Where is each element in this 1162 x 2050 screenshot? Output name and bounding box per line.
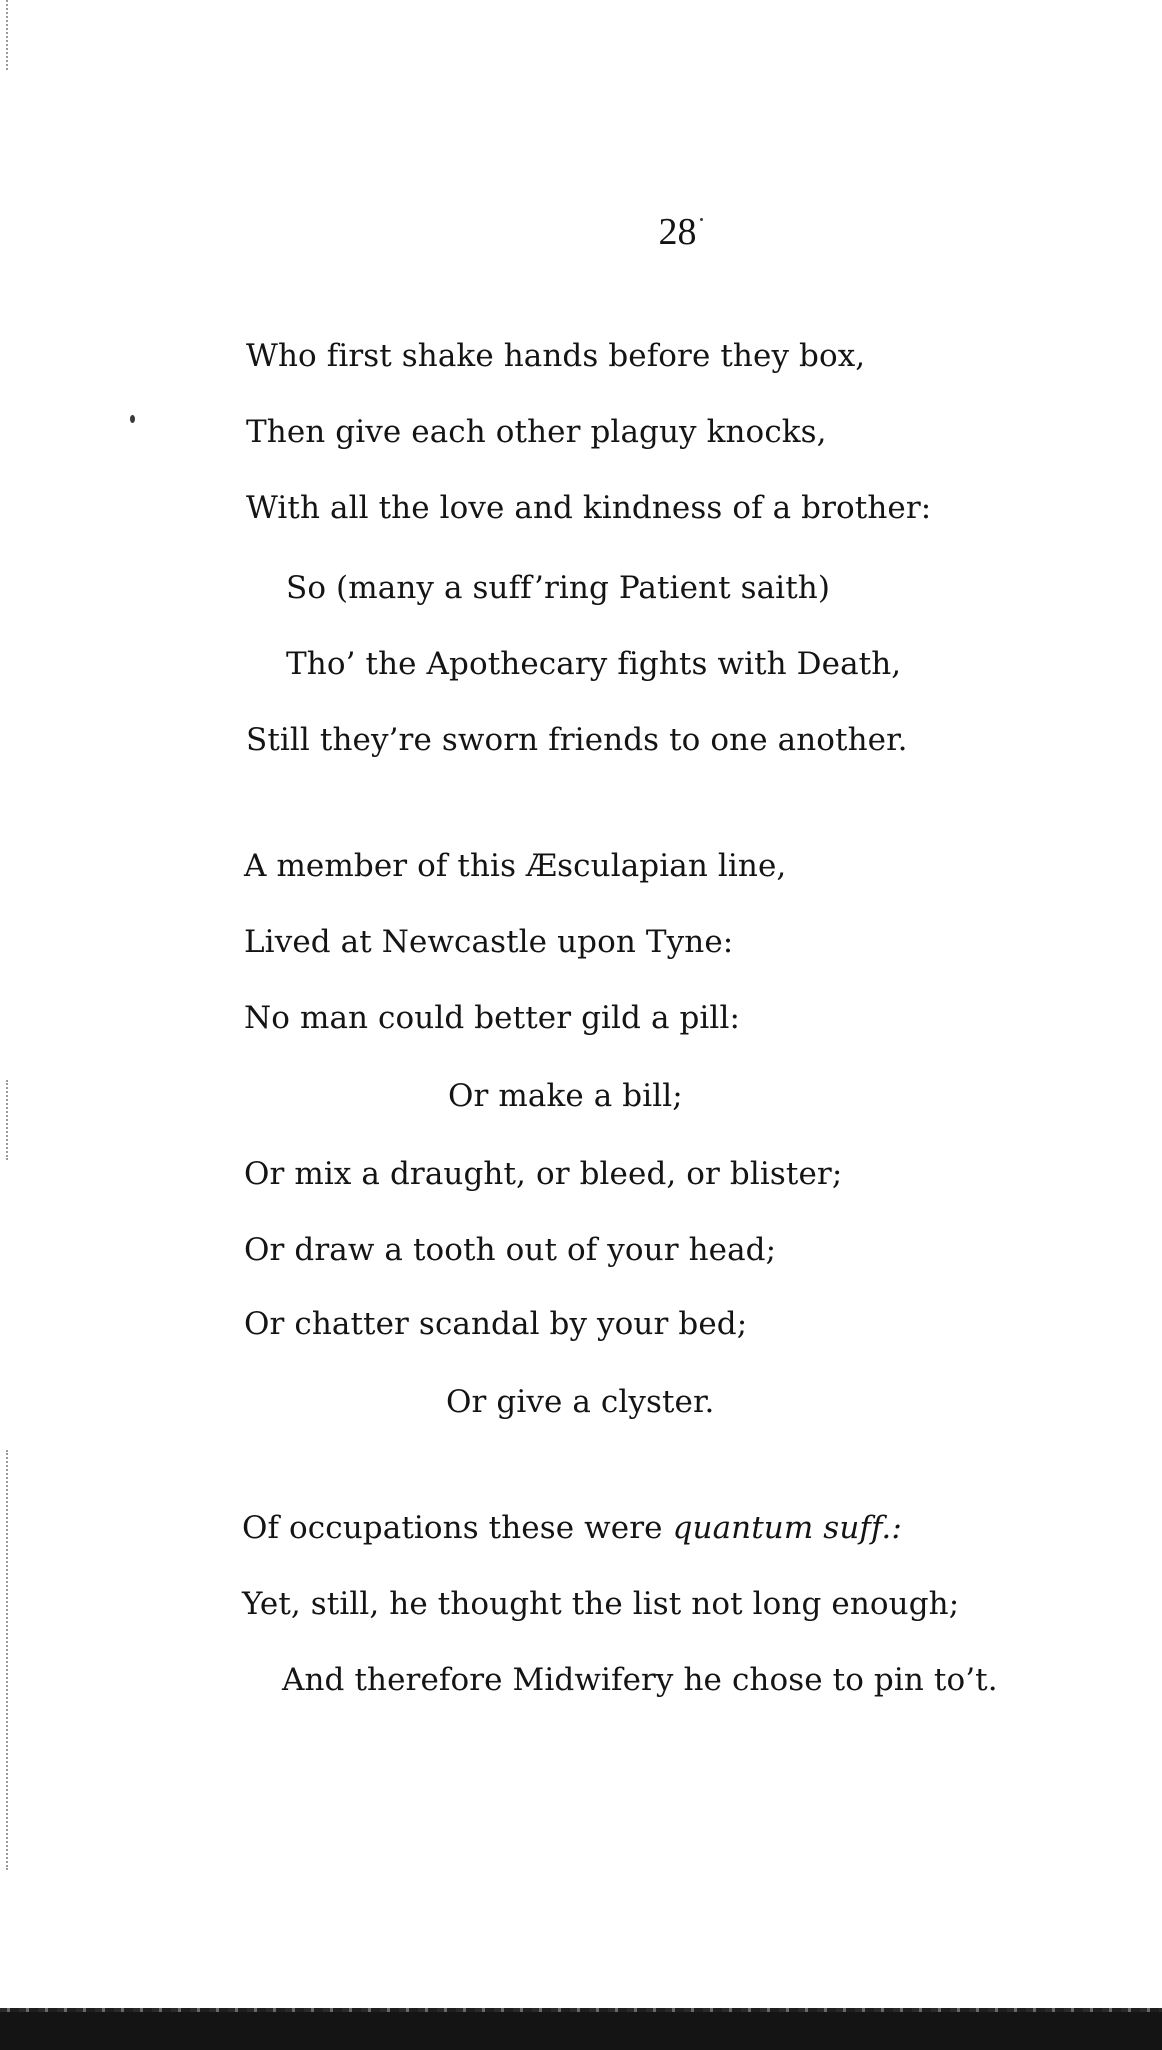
verse-line: With all the love and kindness of a brother: [246,490,932,526]
verse-line: Or chatter scandal by your bed; [244,1306,748,1342]
verse-line: A member of this Æsculapian line, [244,848,787,884]
verse-line-centered: Or give a clyster. [446,1384,715,1420]
verse-line-indented: And therefore Midwifery he chose to pin to’t. [282,1662,998,1698]
verse-line: Yet, still, he thought the list not long enough; [242,1586,960,1622]
verse-line: Then give each other plaguy knocks, [246,414,827,450]
page-edge-marks-middle [6,1080,11,1160]
scan-border [0,2012,1162,2050]
verse-line [242,1506,902,1550]
latin-phrase: quantum suff.: [672,1510,902,1546]
verse-line-centered: Or make a bill; [448,1078,683,1114]
verse-line: Or mix a draught, or bleed, or blister; [244,1156,843,1192]
page-number: 28 [658,211,697,253]
verse-line-text: Of occupations these were [242,1510,663,1546]
verse-line: Or draw a tooth out of your head; [244,1232,777,1268]
ink-speck [130,415,135,423]
verse-line-indented: Tho’ the Apothecary fights with Death, [286,646,902,682]
verse-line: Who first shake hands before they box, [246,338,866,374]
verse-line: No man could better gild a pill: [244,1000,741,1036]
page-edge-marks-top [6,0,11,70]
verse-line-indented: So (many a suff’ring Patient saith) [286,570,831,606]
verse-line: Still they’re sworn friends to one another. [246,722,908,758]
verse-line: Lived at Newcastle upon Tyne: [244,924,734,960]
page-edge-marks-lower [6,1450,11,1870]
